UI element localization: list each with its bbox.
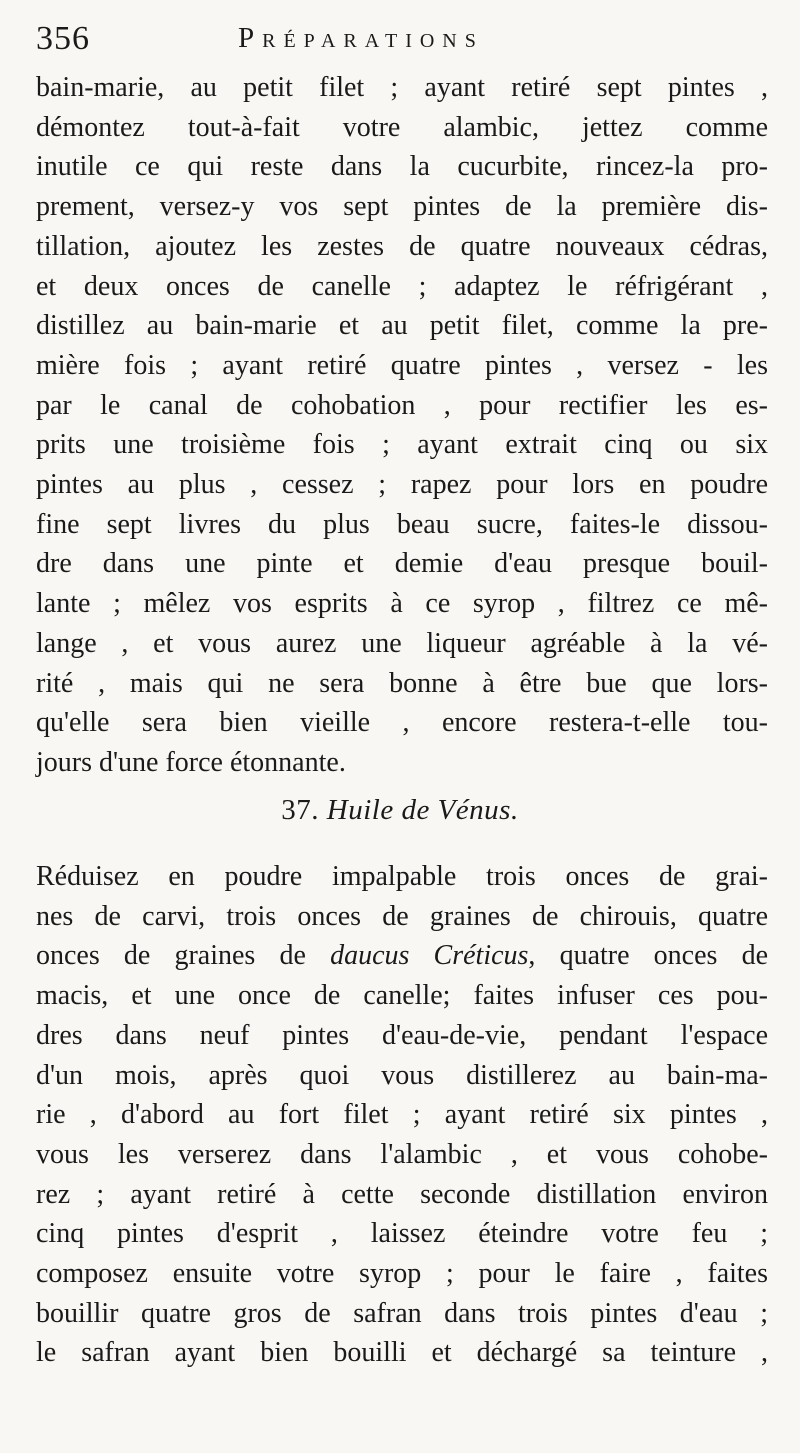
text-line: composez ensuite votre syrop ; pour le faire , faites bbox=[36, 1258, 768, 1290]
text-line: bouillir quatre gros de safran dans trois pintes d'eau ; bbox=[36, 1297, 768, 1329]
running-head bbox=[36, 20, 776, 62]
text-line: Réduisez en poudre impalpable trois onces de grai- bbox=[36, 861, 768, 892]
text-line: onces de graines de daucus Créticus, quatre onces de bbox=[36, 940, 768, 972]
text-line: rez ; ayant retiré à cette seconde distillation environ bbox=[36, 1178, 768, 1210]
text-line: le safran ayant bien bouilli et déchargé sa teinture , bbox=[36, 1337, 768, 1369]
text-line: prement, versez-y vos sept pintes de la première dis- bbox=[36, 191, 768, 223]
text-line: tillation, ajoutez les zestes de quatre nouveaux cédras, bbox=[36, 230, 768, 262]
paragraph-recipe bbox=[36, 857, 768, 1373]
running-head-title: Préparations bbox=[238, 22, 484, 54]
text-line: rie , d'abord au fort filet ; ayant retiré six pintes , bbox=[36, 1099, 768, 1131]
paragraph-continued bbox=[36, 68, 768, 783]
section-number: 37. bbox=[281, 794, 320, 826]
text-line: par le canal de cohobation , pour rectifier les es- bbox=[36, 389, 768, 421]
text-line: d'un mois, après quoi vous distillerez au bain-ma- bbox=[36, 1059, 768, 1091]
text-line: rité , mais qui ne sera bonne à être bue que lors- bbox=[36, 667, 768, 699]
text-line: dre dans une pinte et demie d'eau presque bouil- bbox=[36, 548, 768, 580]
text-line: bain-marie, au petit filet ; ayant retiré sept pintes , bbox=[36, 72, 768, 103]
text-line: nes de carvi, trois onces de graines de chirouis, quatre bbox=[36, 900, 768, 932]
text-line: distillez au bain-marie et au petit filet, comme la pre- bbox=[36, 310, 768, 342]
latin-term: daucus Créticus bbox=[330, 940, 529, 972]
text-line: prits une troisième fois ; ayant extrait cinq ou six bbox=[36, 429, 768, 461]
text-line: mière fois ; ayant retiré quatre pintes , versez - les bbox=[36, 349, 768, 381]
text-line: inutile ce qui reste dans la cucurbite, rincez-la pro- bbox=[36, 151, 768, 183]
text-line: lante ; mêlez vos esprits à ce syrop , filtrez ce mê- bbox=[36, 588, 768, 620]
text-line: macis, et une once de canelle; faites infuser ces pou- bbox=[36, 980, 768, 1012]
text-line: dres dans neuf pintes d'eau-de-vie, pendant l'espace bbox=[36, 1019, 768, 1051]
text-line: pintes au plus , cessez ; rapez pour lors en poudre bbox=[36, 469, 768, 501]
text-line: jours d'une force étonnante. bbox=[36, 746, 346, 778]
page-number: 356 bbox=[36, 20, 90, 57]
text-line: démontez tout-à-fait votre alambic, jettez comme bbox=[36, 111, 768, 143]
text-line: vous les verserez dans l'alambic , et vous cohobe- bbox=[36, 1138, 768, 1170]
text-line: qu'elle sera bien vieille , encore restera-t-elle tou- bbox=[36, 707, 768, 739]
text-line: fine sept livres du plus beau sucre, faites-le dissou- bbox=[36, 508, 768, 540]
text-line: lange , et vous aurez une liqueur agréable à la vé- bbox=[36, 627, 768, 659]
section-heading bbox=[0, 794, 800, 827]
section-title: Huile de Vénus. bbox=[326, 794, 519, 826]
text-line: et deux onces de canelle ; adaptez le réfrigérant , bbox=[36, 270, 768, 302]
text-line: cinq pintes d'esprit , laissez éteindre votre feu ; bbox=[36, 1218, 768, 1250]
